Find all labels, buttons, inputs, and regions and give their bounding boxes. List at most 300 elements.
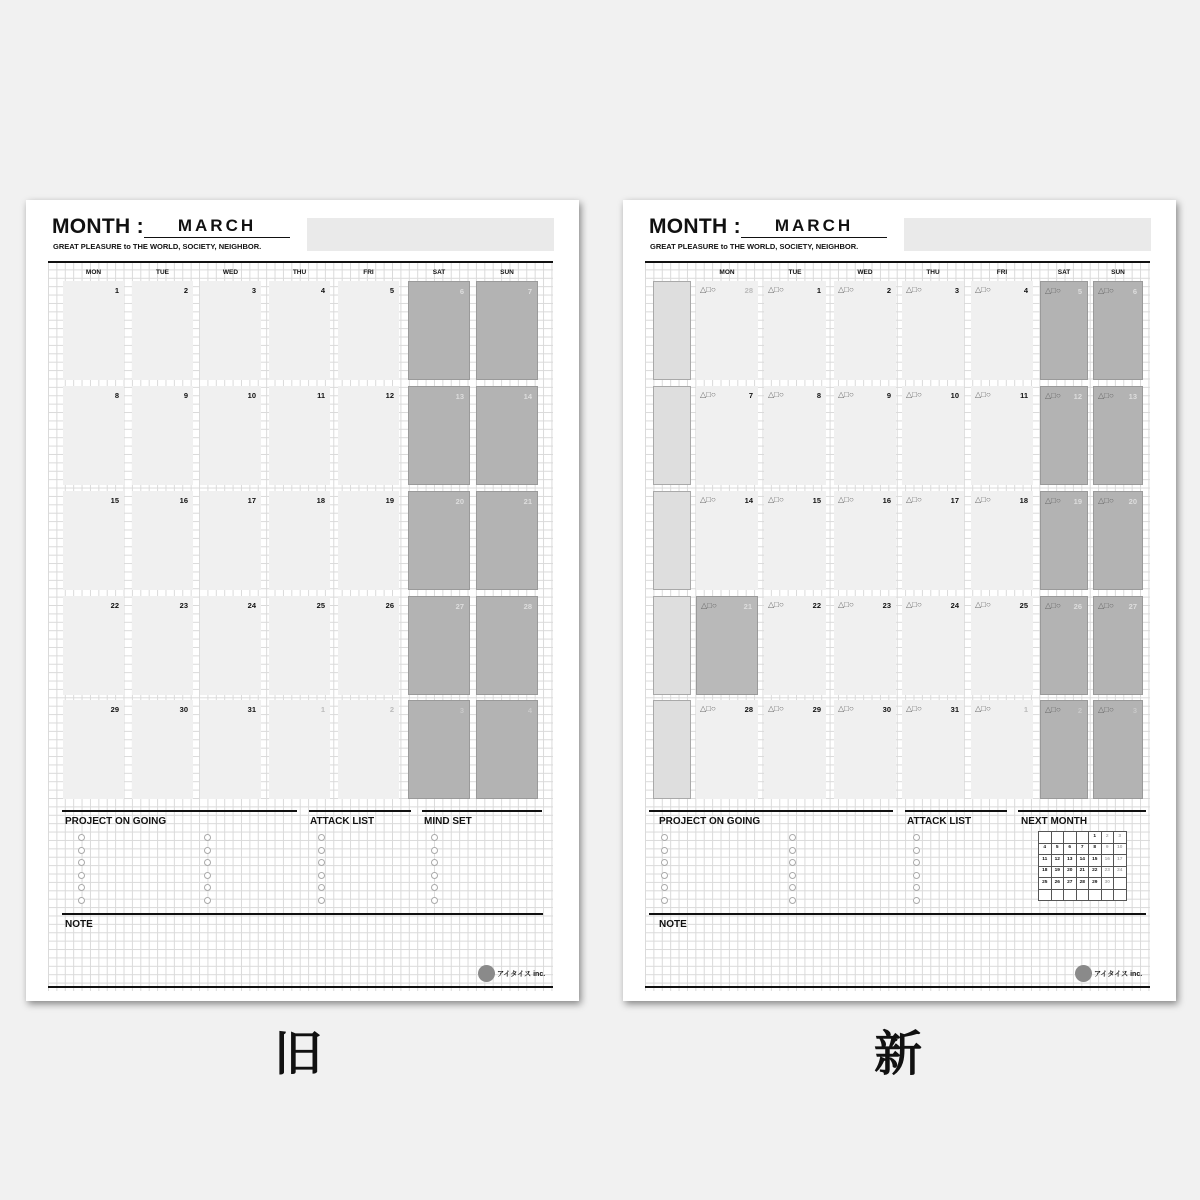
mini-calendar-day [1039,889,1052,901]
day-cell [338,596,399,695]
day-cell [902,281,964,380]
month-label: MONTH : [52,215,144,238]
day-number: 1 [320,705,325,714]
mini-calendar-day: 9 [1101,843,1114,855]
weekday-header-tue: TUE [788,269,802,276]
weekday-header-wed: WED [857,269,873,276]
weekday-header-mon: MON [719,269,735,276]
bullet-circle-icon [913,872,920,879]
day-number: 1 [816,286,821,295]
mini-calendar-day [1089,889,1102,901]
caption-new: 新 [873,1026,922,1082]
day-cell [834,386,896,485]
day-number: 30 [882,705,891,714]
tagline: GREAT PLEASURE to THE WORLD, SOCIETY, NEIGHBOR. [53,242,262,251]
day-cell [408,700,470,799]
day-marks: △□○ [1045,601,1061,610]
day-number: 7 [748,391,753,400]
mini-calendar-day: 10 [1114,843,1127,855]
day-number: 18 [316,496,325,505]
mini-calendar-day: 3 [1114,832,1127,844]
day-number: 17 [950,496,959,505]
bullet-circle-icon [204,897,211,904]
day-cell [1093,700,1143,799]
day-marks: △□○ [768,390,784,399]
day-cell [63,700,124,799]
bullet-circle-icon [913,847,920,854]
day-marks: △□○ [906,390,922,399]
bullet-circle-icon [204,834,211,841]
day-cell [132,596,193,695]
mini-calendar-day: 6 [1064,843,1077,855]
mini-calendar-day: 26 [1051,878,1064,890]
project-on-going-label: PROJECT ON GOING [659,816,761,827]
day-number: 3 [954,286,959,295]
weekday-header-thu: THU [292,269,307,276]
day-cell [476,491,538,590]
day-marks: △□○ [838,390,854,399]
day-cell [1093,281,1143,380]
month-label: MONTH : [649,215,741,238]
day-cell [408,281,470,380]
day-cell [200,386,261,485]
mini-calendar-day [1064,889,1077,901]
day-cell [63,491,124,590]
day-number: 11 [317,391,325,400]
day-number: 18 [1019,496,1028,505]
day-cell [200,596,261,695]
day-number: 16 [882,496,891,505]
day-marks: △□○ [975,704,991,713]
day-cell [269,491,330,590]
day-number: 23 [882,601,891,610]
bullet-circle-icon [661,847,668,854]
mini-calendar-day: 1 [1089,832,1102,844]
day-number: 29 [812,705,821,714]
day-marks: △□○ [1098,601,1114,610]
title-box [307,218,554,251]
mini-calendar-day [1051,832,1064,844]
day-number: 27 [455,602,464,611]
day-cell [132,386,193,485]
bullet-circle-icon [78,872,85,879]
day-number: 8 [816,391,821,400]
mini-calendar-day: 21 [1076,866,1089,878]
day-number: 2 [886,286,891,295]
day-number: 17 [247,496,256,505]
month-value: MARCH [741,216,887,238]
bullet-circle-icon [789,872,796,879]
day-number: 2 [183,286,188,295]
day-cell [338,491,399,590]
day-number: 23 [179,601,188,610]
day-number: 4 [320,286,325,295]
note-label: NOTE [659,919,687,930]
day-number: 26 [1073,602,1082,611]
bullet-circle-icon [318,872,325,879]
mini-calendar-day: 12 [1051,855,1064,867]
mini-calendar-row [1039,866,1127,878]
weekday-header-sun: SUN [1111,269,1125,276]
day-cell [476,700,538,799]
next-month-rule [1018,810,1146,812]
weekday-header-thu: THU [926,269,940,276]
day-cell [834,491,896,590]
day-cell [764,386,826,485]
mini-calendar-day: 24 [1114,866,1127,878]
weekday-header-sun: SUN [500,269,514,276]
mini-calendar-day [1101,889,1114,901]
day-number: 28 [744,705,753,714]
attack-rule [309,810,411,812]
day-number: 31 [950,705,959,714]
day-marks: △□○ [975,285,991,294]
day-number: 13 [455,392,464,401]
day-marks: △□○ [700,495,716,504]
day-number: 26 [385,601,394,610]
day-number: 21 [523,497,532,506]
day-cell [63,281,124,380]
day-number: 24 [950,601,959,610]
day-number: 1 [1023,705,1028,714]
day-marks: △□○ [768,285,784,294]
day-number: 6 [459,287,464,296]
bullet-circle-icon [661,872,668,879]
day-cell [338,281,399,380]
mini-calendar-day [1039,832,1052,844]
weekday-header-sat: SAT [1057,269,1071,276]
day-marks: △□○ [975,600,991,609]
day-cell [764,491,826,590]
day-marks: △□○ [906,495,922,504]
mini-calendar-day [1064,832,1077,844]
day-number: 29 [110,705,119,714]
day-cell [1093,386,1143,485]
day-number: 4 [1023,286,1028,295]
day-cell [269,700,330,799]
day-cell [1040,491,1088,590]
bullet-circle-icon [318,897,325,904]
mini-calendar-day: 2 [1101,832,1114,844]
day-number: 4 [527,706,532,715]
day-number: 5 [389,286,394,295]
day-cell [834,596,896,695]
day-number: 11 [1020,391,1028,400]
day-cell [476,596,538,695]
day-cell [269,386,330,485]
mini-calendar-day: 22 [1089,866,1102,878]
day-cell [764,281,826,380]
day-marks: △□○ [701,601,717,610]
day-marks: △□○ [975,495,991,504]
day-cell [902,386,964,485]
day-number: 30 [179,705,188,714]
day-marks: △□○ [1098,705,1114,714]
month-value: MARCH [144,216,290,238]
attack-list-label: ATTACK LIST [907,816,972,827]
day-cell [200,491,261,590]
day-number: 2 [1077,706,1082,715]
day-marks: △□○ [1045,286,1061,295]
day-cell [764,700,826,799]
next-month-mini-calendar [1038,831,1127,901]
day-cell [971,491,1033,590]
day-marks: △□○ [1045,496,1061,505]
bullet-circle-icon [661,834,668,841]
caption-old: 旧 [273,1026,322,1082]
day-cell [132,281,193,380]
day-number: 28 [523,602,532,611]
tagline: GREAT PLEASURE to THE WORLD, SOCIETY, NEIGHBOR. [650,242,859,251]
day-number: 6 [1132,287,1137,296]
mini-calendar-day: 29 [1089,878,1102,890]
note-rule [649,913,1146,915]
day-marks: △□○ [906,600,922,609]
mini-calendar-day: 20 [1064,866,1077,878]
week-column-cell [653,386,691,485]
day-cell [1040,386,1088,485]
bullet-circle-icon [204,872,211,879]
day-cell [1040,281,1088,380]
project-rule [62,810,297,812]
mini-calendar-day: 5 [1051,843,1064,855]
bullet-circle-icon [431,897,438,904]
logo [1075,965,1142,982]
day-number: 3 [1132,706,1137,715]
day-cell [476,281,538,380]
day-cell [1040,596,1088,695]
day-number: 24 [247,601,256,610]
day-marks: △□○ [700,704,716,713]
mini-calendar-day: 8 [1089,843,1102,855]
day-cell [63,596,124,695]
logo-mark-icon [478,965,495,982]
day-number: 25 [316,601,325,610]
day-marks: △□○ [1098,496,1114,505]
day-cell [408,491,470,590]
day-marks: △□○ [1098,391,1114,400]
day-number: 14 [523,392,532,401]
mini-calendar-day: 14 [1076,855,1089,867]
day-number: 31 [247,705,256,714]
day-number: 9 [183,391,188,400]
day-marks: △□○ [906,704,922,713]
day-cell [132,491,193,590]
day-number: 8 [114,391,119,400]
day-number: 12 [385,391,394,400]
mini-calendar-day: 23 [1101,866,1114,878]
day-marks: △□○ [838,600,854,609]
day-cell [696,596,758,695]
bullet-circle-icon [78,847,85,854]
day-cell [1040,700,1088,799]
day-cell [834,281,896,380]
logo [478,965,545,982]
day-cell [834,700,896,799]
day-number: 20 [1128,497,1137,506]
logo-text: アイタイス inc. [1094,970,1143,978]
day-cell [338,700,399,799]
week-column-cell [653,281,691,380]
weekday-header-fri: FRI [363,269,374,276]
weekday-header-fri: FRI [996,269,1008,276]
day-cell [269,281,330,380]
day-cell [696,386,758,485]
day-cell [971,386,1033,485]
logo-mark-icon [1075,965,1092,982]
day-number: 20 [455,497,464,506]
mini-calendar-day [1114,878,1127,890]
planner-sheet-old [26,200,579,1001]
week-column-cell [653,491,691,590]
day-marks: △□○ [906,285,922,294]
mini-calendar-row [1039,889,1127,901]
top-rule [645,261,1150,263]
note-rule [62,913,543,915]
title-box [904,218,1151,251]
day-cell [902,596,964,695]
logo-text: アイタイス inc. [497,970,546,978]
weekday-header-wed: WED [222,269,239,276]
day-cell [63,386,124,485]
attack-list-label: ATTACK LIST [310,816,375,827]
mini-calendar-day [1076,832,1089,844]
day-marks: △□○ [1045,391,1061,400]
bullet-circle-icon [78,897,85,904]
mini-calendar-day: 18 [1039,866,1052,878]
mini-calendar-day [1114,889,1127,901]
day-marks: △□○ [768,600,784,609]
mini-calendar-day: 28 [1076,878,1089,890]
day-cell [696,281,758,380]
day-cell [696,700,758,799]
mini-calendar-day: 16 [1101,855,1114,867]
bullet-circle-icon [789,897,796,904]
bullet-circle-icon [204,847,211,854]
week-column-cell [653,700,691,799]
day-number: 15 [110,496,119,505]
weekday-header-tue: TUE [156,269,169,276]
day-cell [408,386,470,485]
day-number: 21 [743,602,752,611]
day-number: 1 [114,286,119,295]
bullet-circle-icon [789,834,796,841]
bullet-circle-icon [431,834,438,841]
mini-calendar-row [1039,843,1127,855]
day-marks: △□○ [700,390,716,399]
day-marks: △□○ [1098,286,1114,295]
bullet-circle-icon [913,834,920,841]
mini-calendar-day: 15 [1089,855,1102,867]
day-cell [269,596,330,695]
day-cell [1093,596,1143,695]
day-number: 9 [886,391,891,400]
week-column-cell [653,596,691,695]
day-number: 16 [179,496,188,505]
day-cell [764,596,826,695]
mini-calendar-day: 17 [1114,855,1127,867]
bullet-circle-icon [78,834,85,841]
mini-calendar-day: 27 [1064,878,1077,890]
mini-calendar-day: 13 [1064,855,1077,867]
day-marks: △□○ [975,390,991,399]
mini-calendar-day [1051,889,1064,901]
mind-set-label: MIND SET [424,816,472,827]
day-number: 25 [1019,601,1028,610]
next-month-label: NEXT MONTH [1021,816,1088,827]
bullet-circle-icon [431,872,438,879]
day-cell [971,596,1033,695]
bullet-circle-icon [318,847,325,854]
mini-calendar-day: 7 [1076,843,1089,855]
day-cell [971,281,1033,380]
day-cell [408,596,470,695]
weekday-header-mon: MON [85,269,102,276]
day-cell [200,700,261,799]
bullet-circle-icon [913,897,920,904]
project-rule [649,810,893,812]
day-number: 13 [1128,392,1137,401]
day-marks: △□○ [1045,705,1061,714]
mini-calendar-day [1076,889,1089,901]
weekday-header-sat: SAT [432,269,446,276]
attack-rule [905,810,1007,812]
mini-calendar-day: 11 [1039,855,1052,867]
day-marks: △□○ [838,285,854,294]
mindset-rule [422,810,542,812]
day-cell [132,700,193,799]
day-number: 10 [247,391,256,400]
day-cell [1093,491,1143,590]
day-cell [696,491,758,590]
day-number: 3 [459,706,464,715]
mini-calendar-row [1039,855,1127,867]
bullet-circle-icon [431,847,438,854]
day-number: 22 [110,601,119,610]
bottom-rule [48,986,553,988]
day-cell [902,491,964,590]
day-number: 19 [385,496,394,505]
day-marks: △□○ [838,495,854,504]
day-cell [338,386,399,485]
bullet-circle-icon [661,897,668,904]
mini-calendar-day: 4 [1039,843,1052,855]
day-marks: △□○ [838,704,854,713]
day-number: 12 [1073,392,1082,401]
day-cell [200,281,261,380]
mini-calendar-row [1039,878,1127,890]
day-number: 15 [812,496,821,505]
day-number: 22 [812,601,821,610]
bullet-circle-icon [789,847,796,854]
day-number: 19 [1073,497,1082,506]
project-on-going-label: PROJECT ON GOING [65,816,167,827]
bullet-circle-icon [318,834,325,841]
day-number: 27 [1128,602,1137,611]
day-cell [902,700,964,799]
mini-calendar-day: 19 [1051,866,1064,878]
planner-sheet-new [623,200,1176,1001]
top-rule [48,261,553,263]
day-cell [476,386,538,485]
mini-calendar-day: 25 [1039,878,1052,890]
day-number: 10 [950,391,959,400]
mini-calendar-day: 30 [1101,878,1114,890]
day-marks: △□○ [768,704,784,713]
day-marks: △□○ [768,495,784,504]
day-cell [971,700,1033,799]
day-number: 5 [1077,287,1082,296]
